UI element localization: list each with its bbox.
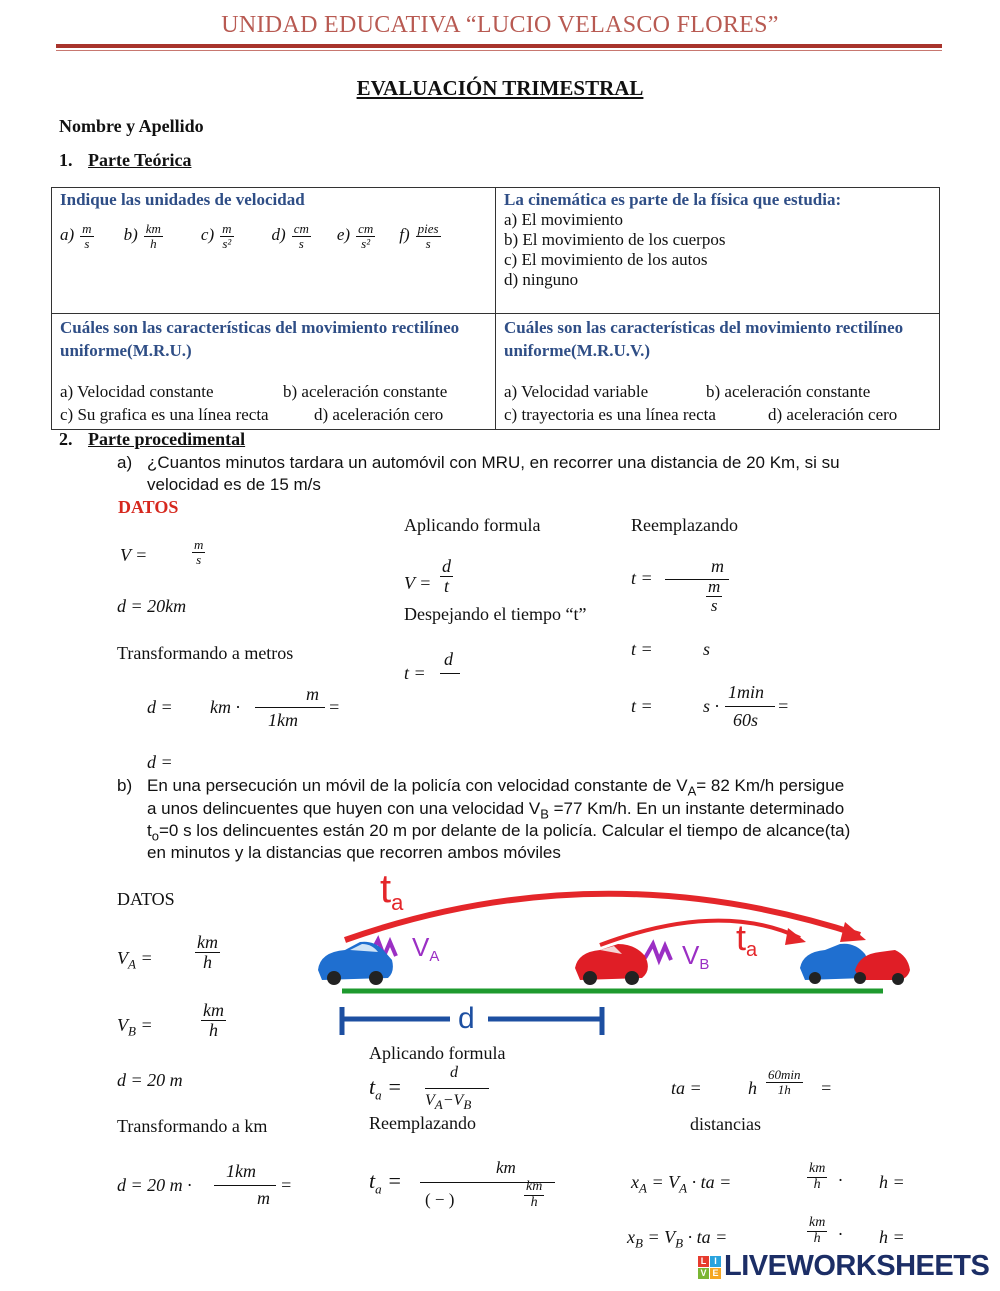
distance-conv-lhs: d = — [147, 697, 173, 717]
ta-replace-paren: ( − ) — [425, 1190, 455, 1209]
problem-b-text-2: a unos delincuentes que huyen con una velocidad $V_B =77$ Km/h. En un instante determinado — [147, 799, 845, 822]
time-unit-s: s — [703, 639, 711, 659]
part2-number: 2. — [59, 429, 73, 449]
mruv-option-a[interactable]: a) Velocidad variable — [504, 382, 649, 401]
vb-lhs: $V_B$ = — [117, 1015, 153, 1039]
velocity-formula: $\frac{d}{t}$ — [442, 556, 451, 596]
ta-label-1: $t_a$ — [380, 867, 404, 915]
distance-eq: d = 20km — [117, 596, 187, 616]
part1-heading: Parte Teórica — [88, 150, 192, 170]
school-name: UNIDAD EDUCATIVA “LUCIO VELASCO FLORES” — [221, 12, 779, 38]
theory-table — [51, 187, 940, 430]
part1-number: 1. — [59, 150, 73, 170]
distances-label: distancias — [690, 1114, 761, 1134]
replace-den-ms: $\frac{m}{s}$ — [708, 577, 721, 615]
time-replace-3: t = — [631, 696, 653, 716]
mruv-option-d[interactable]: d) aceleración cero — [768, 405, 898, 424]
xb-dot: · — [838, 1224, 843, 1244]
ta-minutes-lhs: ta = — [671, 1078, 702, 1098]
min-num: 1min — [728, 682, 764, 702]
liveworksheets-logo-icon: L I V E — [698, 1256, 722, 1280]
transform-meters-label: Transformando a metros — [117, 643, 294, 663]
conv-b-den: m — [257, 1188, 270, 1208]
xb-h-eq: h = — [879, 1227, 905, 1247]
kinematics-option[interactable]: a) El movimiento — [504, 210, 623, 229]
fraction-bar — [440, 673, 460, 674]
xa-h-eq: h = — [879, 1172, 905, 1192]
time-formula-lhs: t = — [404, 663, 426, 683]
va-unit: $\frac{km}{h}$ — [197, 932, 218, 972]
fraction-bar — [214, 1185, 276, 1186]
page-title: EVALUACIÓN TRIMESTRAL — [356, 76, 644, 100]
problem-b-label: b) — [117, 776, 133, 795]
mru-option-c[interactable]: c) Su grafica es una línea recta — [60, 405, 269, 424]
unit-option[interactable]: f) $\frac{\text{pies}}{s}$ — [399, 221, 439, 251]
xa-dot: · — [838, 1170, 843, 1190]
unit-option[interactable]: a) $\frac{m}{s}$ — [60, 221, 92, 251]
ta-minutes-conv: $\frac{60\min}{1h}$ — [768, 1067, 801, 1097]
ta-formula-den: $V_A-V_B$ — [425, 1092, 472, 1113]
distance-conv-km: km · — [210, 697, 240, 717]
xb-unit: $\frac{km}{h}$ — [809, 1215, 826, 1246]
header-rule — [56, 44, 942, 48]
fraction-bar — [725, 706, 775, 707]
question-mru-prompt: Cuáles son las características del movimiento rectilíneo uniforme(M.R.U.) — [60, 318, 460, 360]
apply-formula-label: Aplicando formula — [404, 515, 541, 535]
problem-b-text-3: $t_o=0$ s los delincuentes están 20 m por delante de la policía. Calcular el tiempo de alcance(ta) — [147, 821, 851, 844]
velocity-eq: V = — [120, 545, 148, 565]
min-eq: = — [777, 696, 790, 716]
conv-b-num: 1km — [226, 1161, 256, 1181]
distance-b-eq: d = 20 m — [117, 1070, 183, 1090]
ta-label-2: ta — [736, 917, 758, 961]
ta-replace-unit: $\frac{km}{h}$ — [526, 1179, 543, 1210]
problem-a-text-1: ¿Cuantos minutos tardara un automóvil con MRU, en recorrer una distancia de 20 Km, si su — [147, 453, 840, 472]
velocity-formula-lhs: V = — [404, 573, 432, 593]
conv-eq: = — [328, 697, 341, 717]
cars-meeting — [800, 944, 910, 985]
ta-formula-lhs: $t_a$ = — [369, 1074, 402, 1103]
datos-heading-b: DATOS — [117, 889, 175, 909]
xb-formula: $x_B = V_B$ · ta = — [627, 1227, 728, 1251]
ta-minutes-eq: = — [820, 1078, 833, 1098]
fraction-bar — [425, 1088, 489, 1089]
vb-diagram-label: VB — [682, 940, 710, 973]
ta-minutes-h: h — [748, 1078, 757, 1098]
replace-label: Reemplazando — [631, 515, 738, 535]
mru-option-d[interactable]: d) aceleración cero — [314, 405, 444, 424]
kinematics-option[interactable]: b) El movimiento de los cuerpos — [504, 230, 726, 249]
xa-formula: $x_A = V_A$ · ta = — [631, 1172, 732, 1196]
header-rule-thin — [56, 50, 942, 51]
kinematics-option[interactable]: c) El movimiento de los autos — [504, 250, 708, 269]
xa-unit: $\frac{km}{h}$ — [809, 1161, 826, 1192]
question-units-cell — [52, 188, 496, 314]
thieves-car — [575, 944, 648, 985]
replace-num-m: m — [711, 556, 724, 576]
unit-option[interactable]: e) $\frac{cm}{\text{s²}}$ — [336, 221, 374, 251]
distance-b-conv: d = 20 m · — [117, 1175, 192, 1195]
question-kinematics-cell — [496, 188, 940, 314]
problem-a-text-2: velocidad es de 15 m/s — [147, 475, 321, 494]
time-replace-1: t = — [631, 568, 653, 588]
ta-replace-num: km — [496, 1158, 516, 1177]
alcance-arrowhead — [840, 922, 866, 942]
despejando-label: Despejando el tiempo “t” — [404, 604, 587, 624]
va-diagram-label: VA — [412, 932, 440, 965]
speed-squiggle-b — [645, 944, 671, 960]
conv-num-m: m — [306, 684, 319, 704]
distance-result: d = — [147, 752, 173, 772]
apply-formula-b-label: Aplicando formula — [369, 1043, 506, 1063]
name-label: Nombre y Apellido — [59, 116, 204, 136]
vb-unit: $\frac{km}{h}$ — [203, 1000, 224, 1040]
alcance-arrowhead-2 — [785, 928, 806, 945]
min-den: 60s — [733, 710, 759, 730]
time-unit-s-dot: s · — [703, 696, 720, 716]
datos-heading-a: DATOS — [118, 497, 179, 517]
unit-option[interactable]: d) $\frac{cm}{s}$ — [271, 221, 309, 251]
question-mru-cell — [52, 314, 496, 430]
unit-option[interactable]: b) $\frac{km}{h}$ — [123, 221, 161, 251]
unit-options — [60, 222, 487, 250]
time-formula-num: d — [444, 649, 453, 669]
distance-diagram-label: d — [458, 1002, 475, 1035]
replace-b-label: Reemplazando — [369, 1113, 476, 1133]
va-lhs: $V_A$ = — [117, 948, 153, 972]
question-mruv-prompt: Cuáles son las características del movimiento rectilíneo uniforme(M.R.U.V.) — [504, 318, 904, 360]
mruv-option-b[interactable]: b) aceleración constante — [706, 382, 871, 401]
question-units-prompt: Indique las unidades de velocidad — [60, 190, 305, 209]
chase-diagram — [300, 860, 920, 1040]
conv-den-km: 1km — [268, 710, 298, 730]
mru-option-a[interactable]: a) Velocidad constante — [60, 382, 214, 401]
question-kinematics-prompt: La cinemática es parte de la física que estudia: — [504, 190, 842, 209]
problem-a-label: a) — [117, 453, 133, 472]
velocity-unit: $\frac{m}{s}$ — [194, 537, 204, 567]
ta-replace-lhs: $t_a$ = — [369, 1168, 402, 1197]
problem-b-text-4: en minutos y la distancias que recorren ambos móviles — [147, 843, 561, 862]
kinematics-option[interactable]: d) ninguno — [504, 270, 579, 289]
question-mruv-cell — [496, 314, 940, 430]
transform-km-label: Transformando a km — [117, 1116, 268, 1136]
alcance-arrow-2 — [600, 921, 800, 945]
part2-heading: Parte procedimental — [88, 429, 246, 449]
unit-option[interactable]: c) $\frac{m}{\text{s²}}$ — [200, 221, 232, 251]
mru-option-b[interactable]: b) aceleración constante — [283, 382, 448, 401]
fraction-bar — [255, 707, 325, 708]
mruv-option-c[interactable]: c) trayectoria es una línea recta — [504, 405, 716, 424]
liveworksheets-brand[interactable]: LIVEWORKSHEETS — [724, 1250, 990, 1282]
conv-b-eq: = — [280, 1175, 293, 1195]
ta-formula-num: d — [450, 1064, 458, 1081]
time-replace-2: t = — [631, 639, 653, 659]
problem-b-text-1: En una persecución un móvil de la policía con velocidad constante de $V_A= 82$ Km/h persigue — [147, 776, 845, 799]
